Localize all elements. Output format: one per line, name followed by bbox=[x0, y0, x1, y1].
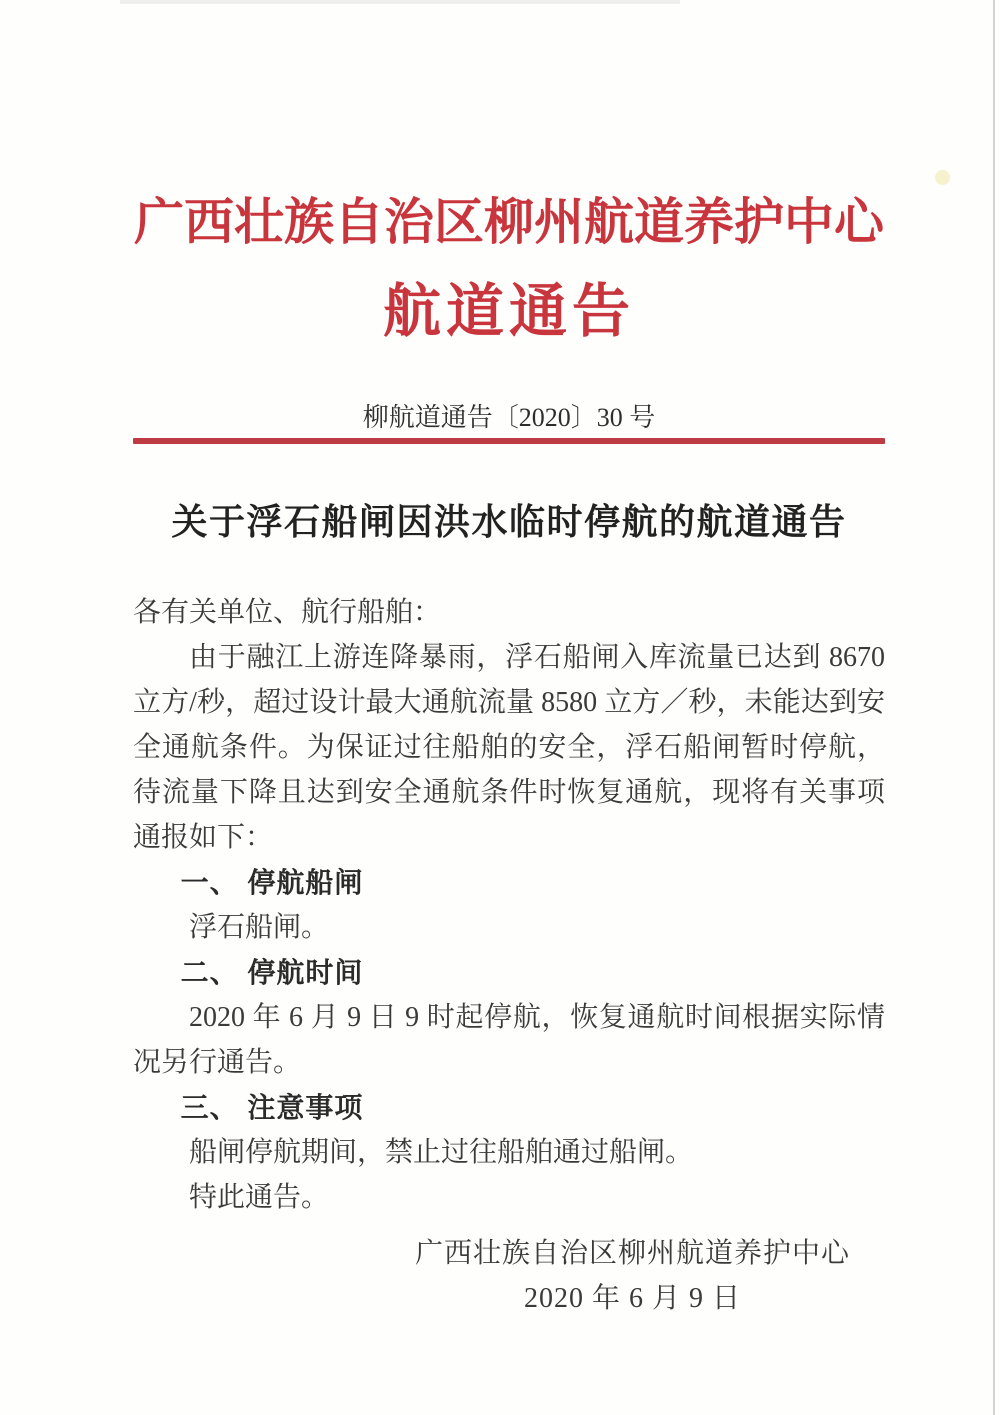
salutation-line: 各有关单位、航行船舶： bbox=[133, 597, 442, 628]
scan-dot-artifact bbox=[935, 170, 950, 185]
signature-block bbox=[133, 1231, 885, 1321]
notice-body bbox=[133, 590, 885, 1220]
intro-paragraph: 由于融江上游连降暴雨，浮石船闸入库流量已达到 8670 立方/秒，超过设计最大通航流量 8580 立方／秒，未能达到安全通航条件。为保证过往船舶的安全，浮石船闸暂时停航，待流量下降且达到安全通航条件时恢复通航，现将有关事项通报如下： bbox=[133, 642, 885, 853]
section-2-body: 2020 年 6 月 9 日 9 时起停航，恢复通航时间根据实际情况另行通告。 bbox=[133, 1002, 885, 1078]
closing-line: 特此通告。 bbox=[189, 1182, 330, 1213]
section-3-heading: 三、 注意事项 bbox=[180, 1092, 364, 1123]
signature-org: 广西壮族自治区柳州航道养护中心 bbox=[414, 1238, 850, 1269]
scan-edge-artifact bbox=[993, 0, 995, 1415]
scan-smudge-artifact bbox=[120, 0, 680, 4]
section-1-heading: 一、 停航船闸 bbox=[180, 867, 364, 898]
section-1-body: 浮石船闸。 bbox=[189, 912, 330, 943]
doc-number: 柳航道通告〔2020〕30 号 bbox=[362, 403, 656, 432]
section-2-heading: 二、 停航时间 bbox=[180, 957, 364, 988]
section-3-body: 船闸停航期间，禁止过往船舶通过船闸。 bbox=[189, 1137, 694, 1168]
signature-inner bbox=[415, 1231, 850, 1321]
signature-date: 2020 年 6 月 9 日 bbox=[523, 1283, 741, 1314]
org-title-line2: 航道通告 bbox=[382, 279, 635, 344]
red-divider-rule bbox=[133, 438, 885, 444]
org-title-line1: 广西壮族自治区柳州航道养护中心 bbox=[134, 194, 884, 250]
notice-title: 关于浮石船闸因洪水临时停航的航道通告 bbox=[171, 502, 847, 542]
